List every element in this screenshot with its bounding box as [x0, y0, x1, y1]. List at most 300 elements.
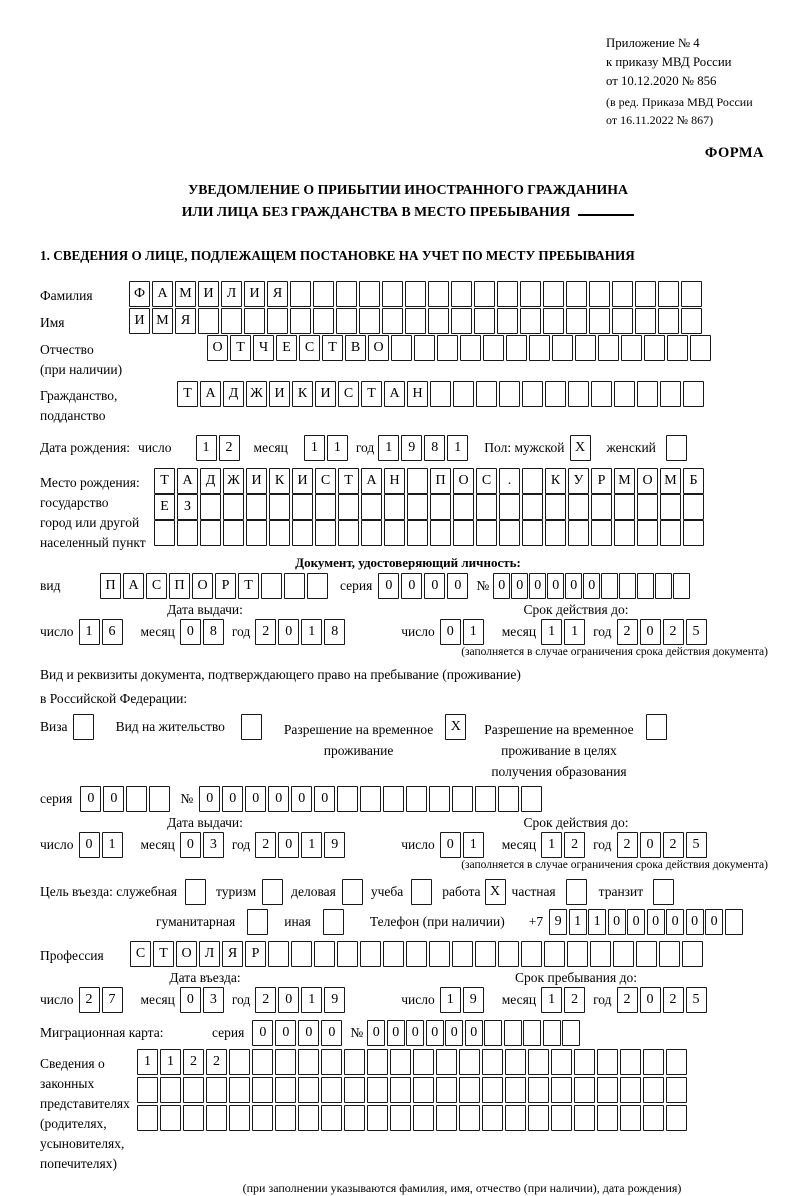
char-box[interactable] — [367, 1049, 388, 1075]
char-box[interactable] — [619, 573, 636, 599]
char-box[interactable]: 0 — [275, 1020, 296, 1046]
res-issue-day-boxes[interactable] — [79, 832, 125, 858]
char-box[interactable] — [459, 1049, 480, 1075]
char-box[interactable]: Ж — [223, 468, 244, 494]
char-box[interactable] — [413, 1105, 434, 1131]
char-box[interactable] — [681, 281, 702, 307]
char-box[interactable]: 1 — [79, 619, 100, 645]
work-checkbox[interactable]: X — [485, 879, 506, 905]
char-box[interactable]: 9 — [463, 987, 484, 1013]
char-box[interactable] — [384, 520, 405, 546]
char-box[interactable] — [154, 520, 175, 546]
char-box[interactable] — [413, 1049, 434, 1075]
char-box[interactable] — [338, 494, 359, 520]
char-box[interactable]: 1 — [541, 832, 562, 858]
char-box[interactable] — [504, 1020, 522, 1046]
char-box[interactable] — [574, 1105, 595, 1131]
char-box[interactable]: 2 — [617, 619, 638, 645]
char-box[interactable]: М — [614, 468, 635, 494]
char-box[interactable] — [658, 308, 679, 334]
char-box[interactable]: Ж — [246, 381, 267, 407]
char-box[interactable]: 2 — [255, 987, 276, 1013]
doc-number-boxes[interactable] — [493, 573, 691, 599]
char-box[interactable]: 0 — [447, 573, 468, 599]
char-box[interactable] — [292, 494, 313, 520]
char-box[interactable]: 2 — [183, 1049, 204, 1075]
char-box[interactable] — [200, 520, 221, 546]
char-box[interactable]: 0 — [583, 573, 600, 599]
char-box[interactable] — [337, 941, 358, 967]
char-box[interactable] — [390, 1105, 411, 1131]
char-box[interactable] — [601, 573, 618, 599]
res-number-boxes[interactable] — [199, 786, 544, 812]
char-box[interactable] — [307, 573, 328, 599]
char-box[interactable] — [267, 308, 288, 334]
char-box[interactable]: 0 — [608, 909, 626, 935]
char-box[interactable] — [315, 494, 336, 520]
char-box[interactable]: 8 — [424, 435, 445, 461]
char-box[interactable] — [499, 381, 520, 407]
char-box[interactable]: 1 — [447, 435, 468, 461]
char-box[interactable] — [407, 494, 428, 520]
char-box[interactable]: 0 — [627, 909, 645, 935]
char-box[interactable]: Е — [154, 494, 175, 520]
char-box[interactable] — [659, 941, 680, 967]
char-box[interactable] — [667, 335, 688, 361]
char-box[interactable] — [505, 1077, 526, 1103]
char-box[interactable]: 9 — [401, 435, 422, 461]
char-box[interactable]: 0 — [686, 909, 704, 935]
char-box[interactable]: С — [338, 381, 359, 407]
char-box[interactable]: 2 — [79, 987, 100, 1013]
char-box[interactable]: 1 — [327, 435, 348, 461]
char-box[interactable]: 6 — [102, 619, 123, 645]
char-box[interactable] — [522, 468, 543, 494]
char-box[interactable] — [290, 308, 311, 334]
char-box[interactable]: 0 — [493, 573, 510, 599]
char-box[interactable]: И — [244, 281, 265, 307]
char-box[interactable] — [206, 1105, 227, 1131]
female-checkbox[interactable] — [666, 435, 687, 461]
stay-year-boxes[interactable] — [617, 987, 709, 1013]
res-valid-year-boxes[interactable] — [617, 832, 709, 858]
char-box[interactable]: М — [660, 468, 681, 494]
doc-valid-month-boxes[interactable] — [541, 619, 587, 645]
char-box[interactable] — [382, 308, 403, 334]
char-box[interactable]: 0 — [278, 987, 299, 1013]
char-box[interactable] — [321, 1105, 342, 1131]
char-box[interactable] — [183, 1105, 204, 1131]
char-box[interactable] — [149, 786, 170, 812]
char-box[interactable] — [644, 335, 665, 361]
profession-boxes[interactable] — [130, 941, 705, 967]
char-box[interactable] — [621, 335, 642, 361]
char-box[interactable]: 0 — [252, 1020, 273, 1046]
char-box[interactable]: Н — [407, 381, 428, 407]
char-box[interactable]: 0 — [103, 786, 124, 812]
char-box[interactable] — [544, 941, 565, 967]
res-valid-month-boxes[interactable] — [541, 832, 587, 858]
char-box[interactable] — [313, 308, 334, 334]
res-series-boxes[interactable] — [80, 786, 172, 812]
char-box[interactable] — [338, 520, 359, 546]
char-box[interactable]: П — [430, 468, 451, 494]
char-box[interactable]: С — [146, 573, 167, 599]
char-box[interactable]: А — [123, 573, 144, 599]
mig-number-boxes[interactable] — [367, 1020, 582, 1046]
char-box[interactable] — [522, 381, 543, 407]
char-box[interactable]: Д — [223, 381, 244, 407]
char-box[interactable] — [452, 786, 473, 812]
char-box[interactable]: Т — [153, 941, 174, 967]
char-box[interactable]: Я — [267, 281, 288, 307]
char-box[interactable] — [459, 1105, 480, 1131]
char-box[interactable] — [637, 573, 654, 599]
char-box[interactable] — [437, 335, 458, 361]
char-box[interactable] — [499, 520, 520, 546]
char-box[interactable] — [523, 1020, 541, 1046]
char-box[interactable] — [229, 1049, 250, 1075]
char-box[interactable]: 1 — [588, 909, 606, 935]
char-box[interactable]: 0 — [180, 987, 201, 1013]
char-box[interactable]: 2 — [663, 987, 684, 1013]
char-box[interactable] — [529, 335, 550, 361]
char-box[interactable]: А — [361, 468, 382, 494]
char-box[interactable]: 1 — [301, 619, 322, 645]
char-box[interactable]: 0 — [465, 1020, 483, 1046]
birth-day-boxes[interactable] — [196, 435, 242, 461]
char-box[interactable]: А — [200, 381, 221, 407]
char-box[interactable]: Я — [222, 941, 243, 967]
char-box[interactable] — [361, 494, 382, 520]
char-box[interactable]: 0 — [406, 1020, 424, 1046]
doc-series-boxes[interactable] — [378, 573, 470, 599]
char-box[interactable] — [384, 494, 405, 520]
char-box[interactable] — [315, 520, 336, 546]
char-box[interactable]: 1 — [304, 435, 325, 461]
char-box[interactable] — [690, 335, 711, 361]
birth-place-row2-boxes[interactable] — [154, 494, 706, 520]
char-box[interactable] — [568, 494, 589, 520]
char-box[interactable] — [545, 494, 566, 520]
char-box[interactable] — [498, 941, 519, 967]
char-box[interactable]: 0 — [79, 832, 100, 858]
char-box[interactable]: Т — [238, 573, 259, 599]
char-box[interactable] — [246, 520, 267, 546]
char-box[interactable]: Т — [322, 335, 343, 361]
char-box[interactable] — [620, 1105, 641, 1131]
char-box[interactable]: 0 — [529, 573, 546, 599]
char-box[interactable]: 0 — [511, 573, 528, 599]
char-box[interactable]: 0 — [426, 1020, 444, 1046]
char-box[interactable] — [589, 308, 610, 334]
char-box[interactable]: Б — [683, 468, 704, 494]
char-box[interactable] — [643, 1105, 664, 1131]
char-box[interactable]: Р — [245, 941, 266, 967]
char-box[interactable]: Д — [200, 468, 221, 494]
char-box[interactable]: 2 — [255, 832, 276, 858]
char-box[interactable] — [269, 520, 290, 546]
char-box[interactable]: 5 — [686, 619, 707, 645]
char-box[interactable]: . — [499, 468, 520, 494]
char-box[interactable] — [428, 308, 449, 334]
char-box[interactable] — [361, 520, 382, 546]
char-box[interactable]: Т — [154, 468, 175, 494]
visa-checkbox[interactable] — [73, 714, 94, 740]
res-issue-year-boxes[interactable] — [255, 832, 347, 858]
char-box[interactable] — [591, 381, 612, 407]
char-box[interactable] — [430, 520, 451, 546]
other-checkbox[interactable] — [323, 909, 344, 935]
char-box[interactable]: Е — [276, 335, 297, 361]
char-box[interactable]: 1 — [569, 909, 587, 935]
char-box[interactable]: 0 — [180, 619, 201, 645]
char-box[interactable] — [725, 909, 743, 935]
char-box[interactable]: И — [129, 308, 150, 334]
char-box[interactable] — [660, 520, 681, 546]
char-box[interactable] — [562, 1020, 580, 1046]
char-box[interactable]: 0 — [666, 909, 684, 935]
char-box[interactable] — [497, 308, 518, 334]
char-box[interactable] — [498, 786, 519, 812]
char-box[interactable]: 0 — [440, 832, 461, 858]
birth-place-row3-boxes[interactable] — [154, 520, 706, 546]
char-box[interactable]: 0 — [314, 786, 335, 812]
char-box[interactable] — [405, 281, 426, 307]
char-box[interactable] — [482, 1105, 503, 1131]
char-box[interactable] — [666, 1049, 687, 1075]
char-box[interactable]: 0 — [80, 786, 101, 812]
char-box[interactable] — [252, 1105, 273, 1131]
char-box[interactable] — [543, 1020, 561, 1046]
char-box[interactable] — [275, 1077, 296, 1103]
char-box[interactable]: 0 — [268, 786, 289, 812]
entry-year-boxes[interactable] — [255, 987, 347, 1013]
char-box[interactable] — [360, 941, 381, 967]
char-box[interactable] — [658, 281, 679, 307]
char-box[interactable]: 1 — [301, 832, 322, 858]
char-box[interactable] — [321, 1077, 342, 1103]
char-box[interactable] — [430, 494, 451, 520]
char-box[interactable] — [614, 381, 635, 407]
char-box[interactable]: 2 — [663, 619, 684, 645]
char-box[interactable]: 1 — [137, 1049, 158, 1075]
char-box[interactable] — [360, 786, 381, 812]
char-box[interactable] — [221, 308, 242, 334]
char-box[interactable] — [521, 786, 542, 812]
char-box[interactable] — [391, 335, 412, 361]
char-box[interactable]: 2 — [617, 832, 638, 858]
char-box[interactable] — [643, 1049, 664, 1075]
char-box[interactable]: 1 — [541, 987, 562, 1013]
doc-valid-day-boxes[interactable] — [440, 619, 486, 645]
char-box[interactable] — [520, 308, 541, 334]
char-box[interactable] — [459, 1077, 480, 1103]
char-box[interactable] — [636, 941, 657, 967]
char-box[interactable] — [269, 494, 290, 520]
char-box[interactable] — [137, 1077, 158, 1103]
char-box[interactable] — [637, 520, 658, 546]
char-box[interactable] — [521, 941, 542, 967]
char-box[interactable]: 9 — [549, 909, 567, 935]
citizenship-boxes[interactable] — [177, 381, 706, 407]
char-box[interactable] — [635, 281, 656, 307]
char-box[interactable] — [405, 308, 426, 334]
char-box[interactable]: 0 — [180, 832, 201, 858]
char-box[interactable] — [589, 281, 610, 307]
char-box[interactable] — [336, 308, 357, 334]
char-box[interactable] — [367, 1077, 388, 1103]
char-box[interactable]: 0 — [298, 1020, 319, 1046]
birth-place-row1-boxes[interactable] — [154, 468, 706, 494]
char-box[interactable] — [590, 941, 611, 967]
char-box[interactable] — [620, 1077, 641, 1103]
char-box[interactable] — [429, 786, 450, 812]
char-box[interactable]: Л — [199, 941, 220, 967]
char-box[interactable]: О — [176, 941, 197, 967]
char-box[interactable] — [545, 381, 566, 407]
char-box[interactable] — [382, 281, 403, 307]
name-boxes[interactable] — [129, 308, 704, 334]
char-box[interactable] — [298, 1077, 319, 1103]
char-box[interactable]: 3 — [203, 832, 224, 858]
char-box[interactable] — [198, 308, 219, 334]
char-box[interactable] — [551, 1049, 572, 1075]
char-box[interactable] — [390, 1049, 411, 1075]
char-box[interactable] — [344, 1077, 365, 1103]
char-box[interactable] — [475, 786, 496, 812]
char-box[interactable] — [413, 1077, 434, 1103]
char-box[interactable]: Т — [230, 335, 251, 361]
char-box[interactable]: О — [453, 468, 474, 494]
char-box[interactable] — [275, 1105, 296, 1131]
char-box[interactable] — [683, 494, 704, 520]
char-box[interactable]: Р — [591, 468, 612, 494]
char-box[interactable]: Ч — [253, 335, 274, 361]
char-box[interactable]: 0 — [640, 619, 661, 645]
char-box[interactable]: А — [152, 281, 173, 307]
char-box[interactable] — [344, 1105, 365, 1131]
char-box[interactable] — [414, 335, 435, 361]
stay-day-boxes[interactable] — [440, 987, 486, 1013]
char-box[interactable] — [681, 308, 702, 334]
birth-year-boxes[interactable] — [378, 435, 470, 461]
char-box[interactable] — [614, 494, 635, 520]
mig-series-boxes[interactable] — [252, 1020, 344, 1046]
char-box[interactable]: 9 — [324, 832, 345, 858]
legal-reps-row3-boxes[interactable] — [137, 1105, 689, 1131]
char-box[interactable] — [336, 281, 357, 307]
char-box[interactable] — [429, 941, 450, 967]
char-box[interactable] — [637, 381, 658, 407]
char-box[interactable] — [252, 1049, 273, 1075]
char-box[interactable]: 0 — [321, 1020, 342, 1046]
legal-reps-row2-boxes[interactable] — [137, 1077, 689, 1103]
char-box[interactable] — [337, 786, 358, 812]
char-box[interactable]: П — [100, 573, 121, 599]
char-box[interactable] — [298, 1049, 319, 1075]
char-box[interactable]: Н — [384, 468, 405, 494]
char-box[interactable] — [476, 381, 497, 407]
char-box[interactable] — [229, 1077, 250, 1103]
char-box[interactable]: С — [476, 468, 497, 494]
char-box[interactable]: Р — [215, 573, 236, 599]
char-box[interactable]: 1 — [301, 987, 322, 1013]
char-box[interactable] — [522, 520, 543, 546]
char-box[interactable] — [383, 786, 404, 812]
char-box[interactable] — [436, 1049, 457, 1075]
char-box[interactable]: 1 — [564, 619, 585, 645]
char-box[interactable]: К — [292, 381, 313, 407]
char-box[interactable] — [666, 1105, 687, 1131]
char-box[interactable]: М — [152, 308, 173, 334]
char-box[interactable] — [261, 573, 282, 599]
char-box[interactable]: 1 — [463, 619, 484, 645]
char-box[interactable] — [552, 335, 573, 361]
char-box[interactable] — [643, 1077, 664, 1103]
char-box[interactable]: 0 — [278, 832, 299, 858]
char-box[interactable]: О — [637, 468, 658, 494]
char-box[interactable] — [506, 335, 527, 361]
char-box[interactable]: З — [177, 494, 198, 520]
char-box[interactable] — [574, 1077, 595, 1103]
official-checkbox[interactable] — [185, 879, 206, 905]
char-box[interactable]: И — [292, 468, 313, 494]
char-box[interactable] — [637, 494, 658, 520]
char-box[interactable] — [655, 573, 672, 599]
doc-issue-month-boxes[interactable] — [180, 619, 226, 645]
char-box[interactable] — [660, 494, 681, 520]
birth-month-boxes[interactable] — [304, 435, 350, 461]
char-box[interactable]: С — [315, 468, 336, 494]
char-box[interactable]: 0 — [640, 987, 661, 1013]
char-box[interactable] — [314, 941, 335, 967]
char-box[interactable] — [246, 494, 267, 520]
char-box[interactable]: 1 — [541, 619, 562, 645]
char-box[interactable]: О — [207, 335, 228, 361]
char-box[interactable]: М — [175, 281, 196, 307]
char-box[interactable] — [574, 1049, 595, 1075]
char-box[interactable] — [568, 520, 589, 546]
char-box[interactable] — [436, 1077, 457, 1103]
char-box[interactable] — [545, 520, 566, 546]
char-box[interactable]: 7 — [102, 987, 123, 1013]
char-box[interactable] — [614, 520, 635, 546]
char-box[interactable] — [460, 335, 481, 361]
residence-permit-checkbox[interactable] — [241, 714, 262, 740]
char-box[interactable] — [476, 494, 497, 520]
char-box[interactable]: 1 — [440, 987, 461, 1013]
char-box[interactable] — [406, 786, 427, 812]
char-box[interactable]: 8 — [324, 619, 345, 645]
char-box[interactable]: И — [246, 468, 267, 494]
male-checkbox[interactable]: X — [570, 435, 591, 461]
char-box[interactable] — [137, 1105, 158, 1131]
char-box[interactable]: Ф — [129, 281, 150, 307]
char-box[interactable] — [428, 281, 449, 307]
char-box[interactable] — [528, 1077, 549, 1103]
char-box[interactable] — [613, 941, 634, 967]
char-box[interactable]: 0 — [401, 573, 422, 599]
char-box[interactable]: К — [545, 468, 566, 494]
char-box[interactable]: 1 — [102, 832, 123, 858]
char-box[interactable]: 2 — [564, 832, 585, 858]
char-box[interactable]: 1 — [196, 435, 217, 461]
char-box[interactable] — [252, 1077, 273, 1103]
doc-valid-year-boxes[interactable] — [617, 619, 709, 645]
char-box[interactable]: 2 — [206, 1049, 227, 1075]
char-box[interactable] — [200, 494, 221, 520]
